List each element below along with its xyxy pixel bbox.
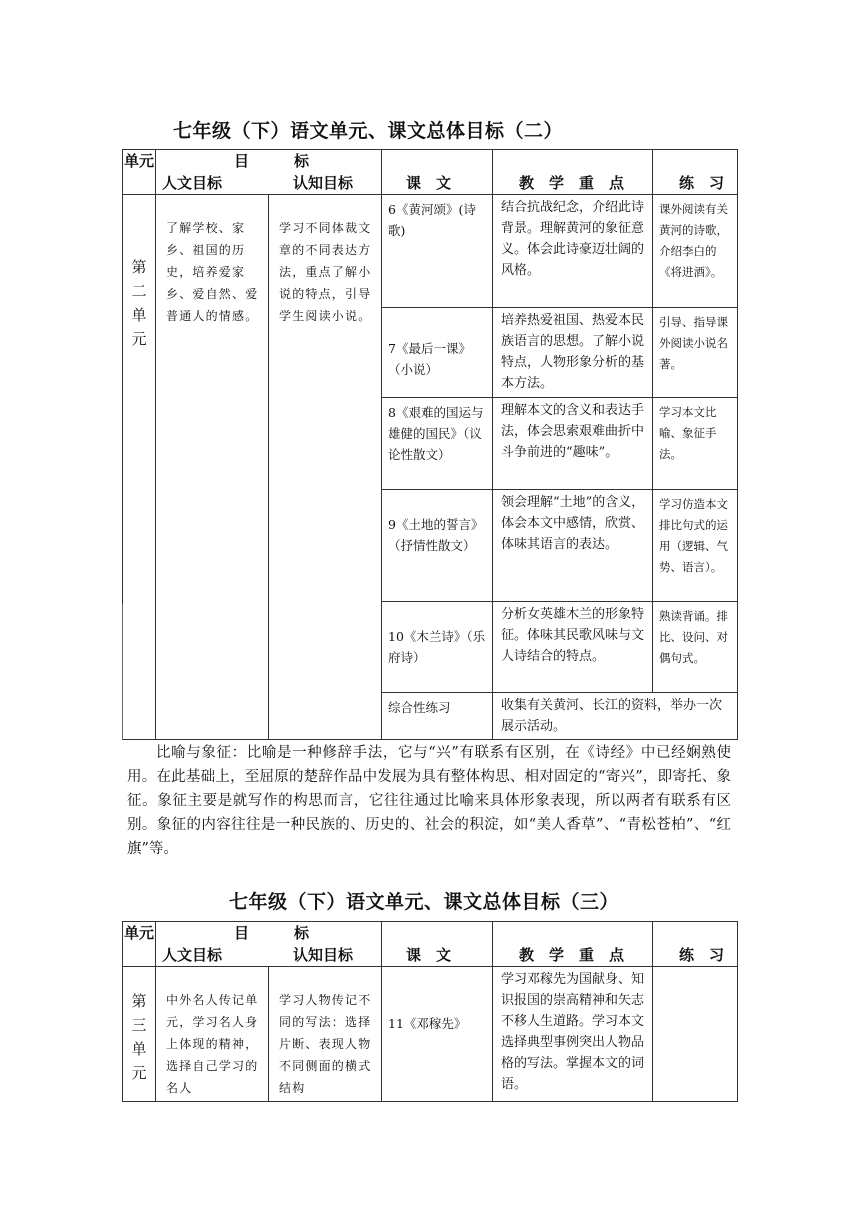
- header-key: 教 学 重 点: [493, 150, 653, 195]
- lesson-text: 11《邓稼先》: [382, 967, 493, 1102]
- header-goals: 目 标 人文目标 认知目标: [156, 922, 382, 967]
- lesson-exercise: 课外阅读有关黄河的诗歌，介绍李白的《将进酒》。: [653, 195, 738, 308]
- lesson-text: 9《土地的誓言》（抒情性散文）: [382, 490, 493, 602]
- header-exercise: 练 习: [653, 922, 738, 967]
- header-text: 课 文: [382, 150, 493, 195]
- header-cognitive: 认知目标: [293, 174, 354, 192]
- lesson-key: 分析女英雄木兰的形象特征。体味其民歌风味与文人诗结合的特点。: [493, 602, 653, 693]
- header-humanities: 人文目标: [162, 174, 223, 192]
- comprehensive-label: 综合性练习: [382, 693, 493, 740]
- header-cognitive: 认知目标: [293, 946, 354, 964]
- lesson-text: 10《木兰诗》（乐府诗）: [382, 602, 493, 693]
- lesson-exercise: [653, 967, 738, 1102]
- lesson-key: 理解本文的含义和表达手法，体会思索艰难曲折中斗争前进的“趣味”。: [493, 398, 653, 490]
- header-unit: 单元: [123, 922, 156, 967]
- unit-label: 第 二 单 元: [123, 195, 156, 740]
- header-humanities: 人文目标: [162, 946, 223, 964]
- lesson-text: 7《最后一课》（小说）: [382, 308, 493, 398]
- header-key: 教 学 重 点: [493, 922, 653, 967]
- humanities-goal: 了解学校、家乡、祖国的历史，培养爱家乡、爱自然、爱普通人的情感。: [156, 195, 269, 740]
- section2-title: 七年级（下）语文单元、课文总体目标（二）: [173, 120, 564, 142]
- lesson-key: 培养热爱祖国、热爱本民族语言的思想。了解小说特点，人物形象分析的基本方法。: [493, 308, 653, 398]
- lesson-exercise: 引导、指导课外阅读小说名著。: [653, 308, 738, 398]
- lesson-exercise: 学习本文比喻、象征手法。: [653, 398, 738, 490]
- lesson-key: 领会理解“土地”的含义，体会本文中感情，欣赏、体味其语言的表达。: [493, 490, 653, 602]
- lesson-text: 6《黄河颂》(诗歌): [382, 195, 493, 308]
- goals-table-unit2: [122, 149, 738, 740]
- header-text: 课 文: [382, 922, 493, 967]
- margin-line: [122, 604, 123, 740]
- cognitive-goal: 学习人物传记不同的写法：选择片断、表现人物不同侧面的横式结构: [269, 967, 382, 1102]
- header-goals: 目 标 人文目标 认知目标: [156, 150, 382, 195]
- header-exercise: 练 习: [653, 150, 738, 195]
- humanities-goal: 中外名人传记单元，学习名人身上体现的精神，选择自己学习的名人: [156, 967, 269, 1102]
- unit-label: 第 三 单 元: [123, 967, 156, 1102]
- comprehensive-content: 收集有关黄河、长江的资料，举办一次展示活动。: [493, 693, 738, 740]
- note-paragraph: 比喻与象征：比喻是一种修辞手法，它与“兴”有联系有区别，在《诗经》中已经娴熟使用。在此基础上，至屈原的楚辞作品中发展为具有整体构思、相对固定的“寄兴”，即寄托、象征。象征主要是就写作的构思而言，它往往通过比喻来具体形象表现，所以两者有联系有区别。象征的内容往往是一种民族的、历史的、社会的积淀，如“美人香草”、“青松苍柏”、“红旗”等。: [127, 745, 731, 857]
- cognitive-goal: 学习不同体裁文章的不同表达方法，重点了解小说的特点，引导学生阅读小说。: [269, 195, 382, 740]
- lesson-key: 结合抗战纪念，介绍此诗背景。理解黄河的象征意义。体会此诗豪迈壮阔的风格。: [493, 195, 653, 308]
- lesson-text: 8《艰难的国运与雄健的国民》（议论性散文）: [382, 398, 493, 490]
- goals-table-unit3: [122, 921, 738, 1102]
- lesson-exercise: 学习仿造本文排比句式的运用（逻辑、气势、语言）。: [653, 490, 738, 602]
- header-unit: 单元: [123, 150, 156, 195]
- lesson-key: 学习邓稼先为国献身、知识报国的崇高精神和矢志不移人生道路。学习本文选择典型事例突出人物品格的写法。掌握本文的词语。: [493, 967, 653, 1102]
- lesson-exercise: 熟读背诵。排比、设问、对偶句式。: [653, 602, 738, 693]
- section3-title: 七年级（下）语文单元、课文总体目标（三）: [229, 891, 620, 913]
